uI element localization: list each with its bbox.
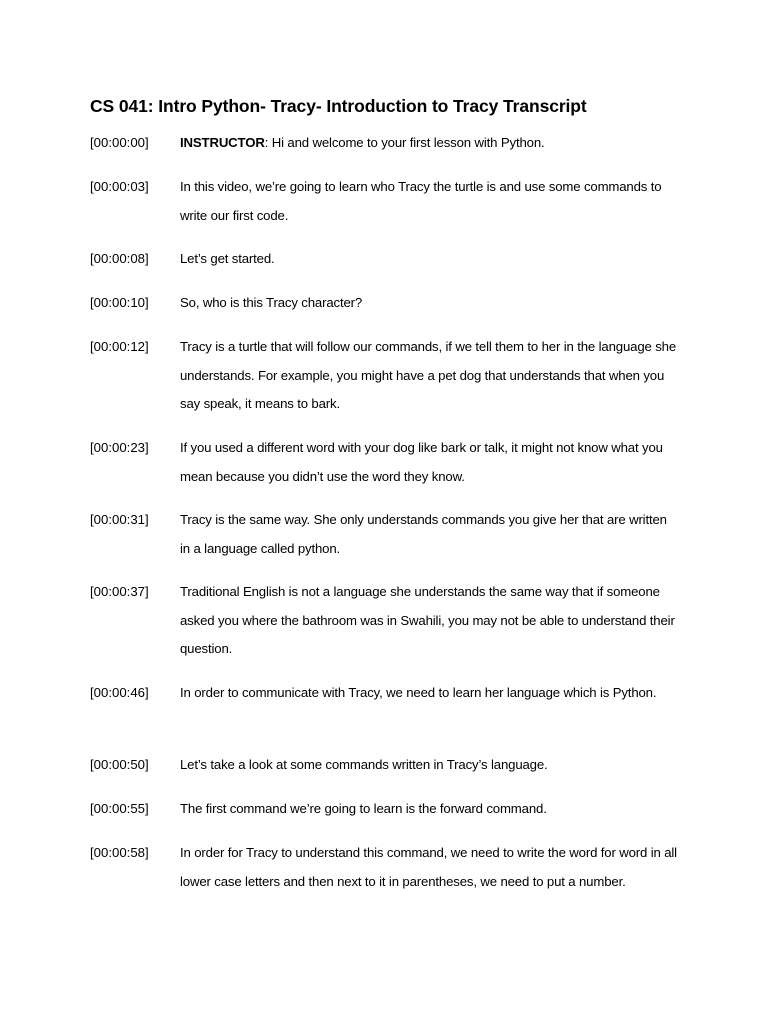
entry-timestamp: [00:00:23] <box>90 440 149 455</box>
entry-text: So, who is this Tracy character? <box>180 295 363 310</box>
entry-text: If you used a different word with your dog like bark or talk, it might not know what you mean because you didn’t use the word they know. <box>180 440 663 484</box>
entry-text: Let’s take a look at some commands written in Tracy’s language. <box>180 757 548 772</box>
document-title: CS 041: Intro Python- Tracy- Introduction to Tracy Transcript <box>90 96 587 116</box>
entry-text: In order to communicate with Tracy, we need to learn her language which is Python. <box>180 685 657 700</box>
entry-text: The first command we’re going to learn is the forward command. <box>180 801 547 816</box>
entry-text: Let’s get started. <box>180 251 275 266</box>
entry-timestamp: [00:00:08] <box>90 251 149 266</box>
entry-text: Tracy is the same way. She only understands commands you give her that are written in a language called python. <box>180 512 667 556</box>
entry-timestamp: [00:00:31] <box>90 512 149 527</box>
entry-timestamp: [00:00:58] <box>90 845 149 860</box>
entry-body: : Hi and welcome to your first lesson with Python. <box>264 135 545 150</box>
entry-timestamp: [00:00:03] <box>90 179 149 194</box>
entry-text: In order for Tracy to understand this command, we need to write the word for word in all lower case letters and then next to it in parentheses, we need to put a number. <box>180 845 677 889</box>
entry-timestamp: [00:00:10] <box>90 295 149 310</box>
entry-text: Traditional English is not a language she understands the same way that if someone asked you where the bathroom was in Swahili, you may not be able to understand their question. <box>180 584 675 656</box>
speaker-label: INSTRUCTOR <box>180 135 265 150</box>
entry-timestamp: [00:00:50] <box>90 757 149 772</box>
entry-text <box>180 129 680 158</box>
entry-timestamp: [00:00:55] <box>90 801 149 816</box>
entry-text: In this video, we’re going to learn who Tracy the turtle is and use some commands to write our first code. <box>180 179 662 223</box>
entry-timestamp: [00:00:12] <box>90 339 149 354</box>
entry-timestamp: [00:00:00] <box>90 135 149 150</box>
entry-text: Tracy is a turtle that will follow our commands, if we tell them to her in the language she understands. For example, you might have a pet dog that understands that when you say speak, it means to bark. <box>180 339 677 411</box>
entry-timestamp: [00:00:46] <box>90 685 149 700</box>
entry-timestamp: [00:00:37] <box>90 584 149 599</box>
